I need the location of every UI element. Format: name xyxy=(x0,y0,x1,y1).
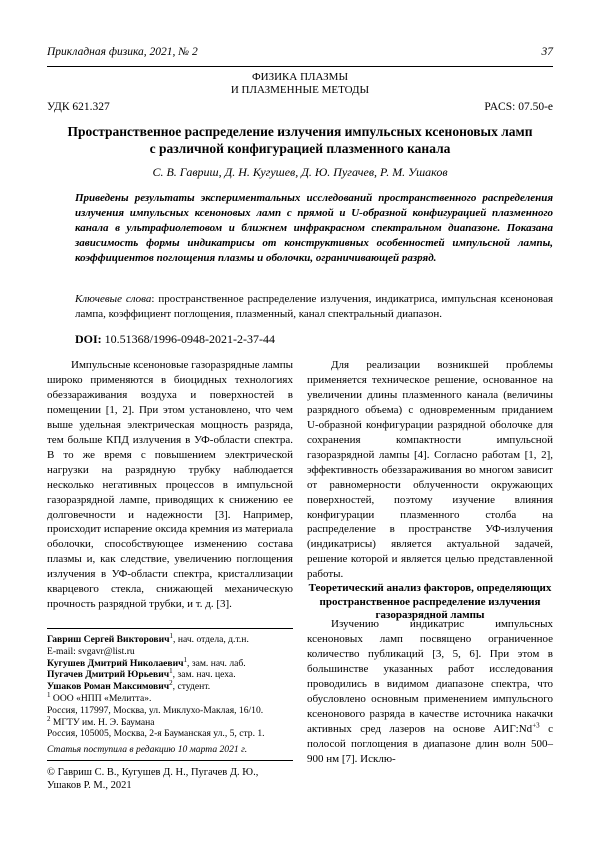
section-subheading: Теоретический анализ факторов, определяющих пространственное распределение излучения газоразрядной лампы xyxy=(308,582,552,621)
keywords-text: : пространственное распределение излучения, индикатриса, импульсная ксеноновая лампа, коэффициент поглощения, плазменный, канал спектральный диапазон. xyxy=(75,293,554,321)
paragraph: Импульсные ксеноновые газоразрядные лампы широко применяются в биоцидных технологиях обеззараживания воздуха и поверхностей в помещении [1, 2]. При этом установлено, что чем выше удельная электрическая мощность разряда, тем больше КПД излучения в УФ-области спектра. В то же время с повышением электрической нагрузки на разрядную трубку наблюдается несколько негативных процессов в импульсной газоразрядной лампе, приводящих к снижению ее долговечности и надежности [3]. Например, происходит испарение оксида кремния из материала оболочки, способствующее изменению состава плазмы и, как следствие, увеличению поглощения излучения в УФ-области спектра, кристаллизации кварцевого стекла, снижающей механическую прочность разрядной трубки, и т. д. [3]. xyxy=(47,359,293,611)
footnote-email: E-mail: svgavr@list.ru xyxy=(47,645,135,657)
section-line-2: И ПЛАЗМЕННЫЕ МЕТОДЫ xyxy=(230,84,370,96)
footnote-author: Ушаков Роман Максимович$^2$, студент. xyxy=(47,679,211,693)
footnote-affiliation: $^1$ ООО «НПП «Мелитта». xyxy=(47,690,152,704)
paragraph-text: с полосой поглощения в диапазоне длин волн 500–900 нм [7]. Исклю- xyxy=(307,722,553,765)
pacs-code: PACS: 07.50-e xyxy=(484,101,553,113)
doi xyxy=(75,332,275,347)
page-number: 37 xyxy=(541,46,553,58)
doi-label: DOI: xyxy=(75,332,102,346)
footnote-author: Гавриш Сергей Викторович$^1$, нач. отдела, д.т.н. xyxy=(47,631,249,645)
author-list: С. В. Гавриш, Д. Н. Кугушев, Д. Ю. Пугачев, Р. М. Ушаков xyxy=(152,165,448,179)
body-column-left xyxy=(47,358,293,612)
section-heading xyxy=(0,71,600,97)
received-date: Статья поступила в редакцию 10 марта 2021 г. xyxy=(47,744,248,755)
udk-code: УДК 621.327 xyxy=(47,101,110,113)
header-rule xyxy=(47,66,553,67)
abstract: Приведены результаты экспериментальных исследований пространственного распределения излучения импульсных ксеноновых ламп с прямой и U-образной конфигурацией плазменного канала в ультрафиолетовом и ближнем инфракрасном спектральном диапазоне. Показана зависимость формы индикатрисы от конструктивных особенностей импульсной лампы, коэффициентов поглощения плазмы и оболочки, ограничивающей разряд. xyxy=(75,192,553,264)
paper-title xyxy=(47,123,553,157)
keywords-label: Ключевые слова xyxy=(75,293,152,305)
footnote-address: Россия, 105005, Москва, 2-я Бауманская ул., 5, стр. 1. xyxy=(47,728,265,740)
body-column-right xyxy=(307,358,553,582)
title-line-2: с различной конфигурацией плазменного канала xyxy=(149,141,451,156)
keywords xyxy=(75,292,553,322)
running-header xyxy=(47,46,553,60)
doi-value: 10.51368/1996-0948-2021-2-37-44 xyxy=(101,332,275,346)
copyright-rule xyxy=(47,760,293,761)
paragraph xyxy=(307,617,553,767)
footnote-address: Россия, 117997, Москва, ул. Миклухо-Маклая, 16/10. xyxy=(47,704,264,716)
footnote-author: Пугачев Дмитрий Юрьевич$^1$, зам. нач. цеха. xyxy=(47,667,236,681)
author-footnotes xyxy=(47,631,297,740)
footnote-affiliation: $^2$ МГТУ им. Н. Э. Баумана xyxy=(47,714,155,728)
body-column-right-continued xyxy=(307,617,553,767)
paragraph: Для реализации возникшей проблемы применяется техническое решение, основанное на увеличении длины плазменного канала (величины разрядного объема) с одновременным приданием U-образной конфигурации разрядной оболочке для сохранения компактности импульсной газоразрядной лампы [4]. Согласно работам [1, 2], эффективность обеззараживания во многом зависит от равномерности облученности окружающих поверхностей, поэтому изучение влияния конфигурации плазменного столба на распределение в пространстве УФ-излучения (индикатрисы) является актуальной задачей, решение которой и является целью представленной работы. xyxy=(307,359,553,581)
title-line-1: Пространственное распределение излучения импульсных ксеноновых ламп xyxy=(67,124,533,139)
footnote-rule xyxy=(47,628,293,629)
section-line-1: ФИЗИКА ПЛАЗМЫ xyxy=(251,71,349,83)
copyright: © Гавриш С. В., Кугушев Д. Н., Пугачев Д. Ю., Ушаков Р. М., 2021 xyxy=(47,767,259,791)
paragraph-text: Изучению индикатрис импульсных ксеноновых ламп посвящено ограниченное количество публикаций [3, 5, 6]. При этом в большинстве указанных работ исследования проводились в видимом диапазоне спектра, что обусловлено основным применением импульсного ксенонового разряда в качестве источника накачки активных сред лазеров на основе АИГ:Nd xyxy=(307,618,553,735)
journal-citation: Прикладная физика, 2021, № 2 xyxy=(47,46,198,58)
superscript: +3 xyxy=(532,721,540,730)
footnote-author: Кугушев Дмитрий Николаевич$^1$, зам. нач. лаб. xyxy=(47,655,246,669)
